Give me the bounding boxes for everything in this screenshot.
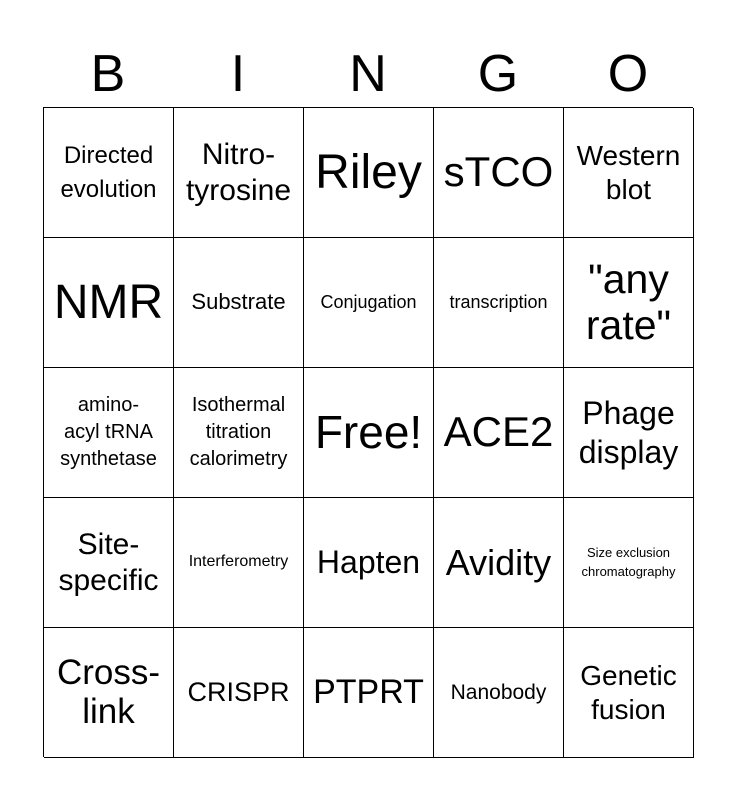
header-letter-i: I <box>230 45 246 103</box>
bingo-cell[interactable]: Interferometry <box>174 498 304 628</box>
header-letter-b: B <box>90 45 126 103</box>
bingo-cell[interactable]: NMR <box>44 238 174 368</box>
bingo-cell[interactable]: Cross- link <box>44 628 174 758</box>
bingo-cell[interactable]: Conjugation <box>304 238 434 368</box>
bingo-cell[interactable]: Phage display <box>564 368 694 498</box>
bingo-cell[interactable]: Western blot <box>564 108 694 238</box>
bingo-cell[interactable]: Substrate <box>174 238 304 368</box>
bingo-cell[interactable]: transcription <box>434 238 564 368</box>
bingo-cell[interactable]: Genetic fusion <box>564 628 694 758</box>
free-space[interactable]: Free! <box>304 368 434 498</box>
bingo-header <box>43 44 693 104</box>
header-letter-o: O <box>607 45 649 103</box>
bingo-cell[interactable]: "any rate" <box>564 238 694 368</box>
bingo-cell[interactable]: Nanobody <box>434 628 564 758</box>
bingo-cell[interactable]: Isothermal titration calorimetry <box>174 368 304 498</box>
bingo-cell[interactable]: sTCO <box>434 108 564 238</box>
header-letter-g: G <box>477 45 519 103</box>
bingo-board <box>43 107 693 757</box>
bingo-cell[interactable]: Riley <box>304 108 434 238</box>
bingo-cell[interactable]: Size exclusion chromatography <box>564 498 694 628</box>
bingo-cell[interactable]: Avidity <box>434 498 564 628</box>
bingo-cell[interactable]: CRISPR <box>174 628 304 758</box>
bingo-cell[interactable]: Hapten <box>304 498 434 628</box>
bingo-cell[interactable]: Nitro- tyrosine <box>174 108 304 238</box>
bingo-cell[interactable]: amino- acyl tRNA synthetase <box>44 368 174 498</box>
bingo-cell[interactable]: Site- specific <box>44 498 174 628</box>
bingo-cell[interactable]: PTPRT <box>304 628 434 758</box>
header-letter-n: N <box>349 45 387 103</box>
bingo-cell[interactable]: ACE2 <box>434 368 564 498</box>
bingo-cell[interactable]: Directed evolution <box>44 108 174 238</box>
